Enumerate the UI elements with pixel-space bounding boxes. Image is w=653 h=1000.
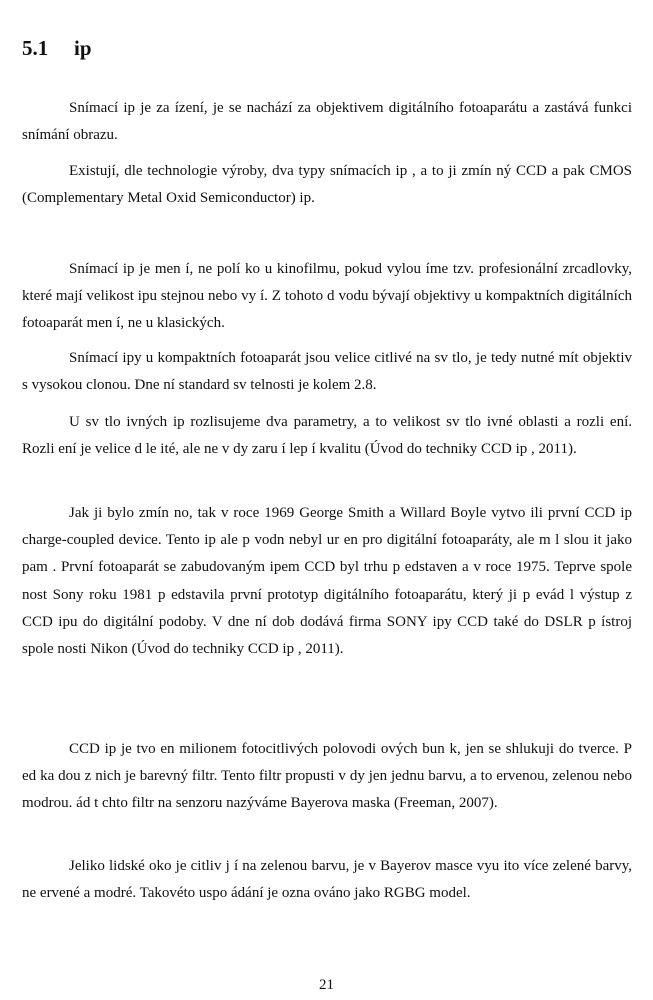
- paragraph-sensor-types: Existují, dle technologie výroby, dva typy snímacích ip , a to ji zmín ný CCD a pak CMOS (Complementary Metal Oxid Semiconductor) ip.: [22, 163, 632, 207]
- paragraph-ccd-structure: CCD ip je tvo en milionem fotocitlivých polovodi ových bun k, jen se shlukuji do tverce. P ed ka dou z nich je barevný filtr. Tento filtr propusti v dy jen jednu barvu, a to ervenou, zelenou nebo modrou. ád t chto filtr na senzoru nazýváme Bayerova maska (Freeman, 2007).: [22, 741, 632, 812]
- section-title: ip: [74, 36, 92, 60]
- section-heading: [22, 36, 92, 61]
- section-number: 5.1: [22, 36, 49, 60]
- page-number: 21: [319, 977, 334, 993]
- paragraph-parameters: U sv tlo ivných ip rozlisujeme dva parametry, a to velikost sv tlo ivné oblasti a rozli ení. Rozli ení je velice d le ité, ale ne v dy zaru í lep í kvalitu (Úvod do techniky CCD ip , 2011).: [22, 414, 632, 458]
- paragraph-bayer-model: Jeliko lidské oko je citliv j í na zelenou barvu, je v Bayerov masce vyu ito více zelené barvy, ne ervené a modré. Takovéto uspo ádání je ozna ováno jako RGBG model.: [22, 858, 632, 902]
- paragraph-sensitivity: Snímací ipy u kompaktních fotoaparát jsou velice citlivé na sv tlo, je tedy nutné mít objektiv s vysokou clonou. Dne ní standard sv telnosti je kolem 2.8.: [22, 350, 632, 394]
- paragraph-history: Jak ji bylo zmín no, tak v roce 1969 George Smith a Willard Boyle vytvo ili první CCD ip charge-coupled device. Tento ip ale p vodn nebyl ur en pro digitální fotoaparáty, ale m l slou it jako pam . První fotoaparát se zabudovaným ipem CCD byl trhu p edstaven a v roce 1975. Teprve spole nost Sony roku 1981 p edstavila první prototyp digitálního fotoaparátu, který ji p evád l výstup z CCD ipu do digitální podoby. V dne ní dob dodává firma SONY ipy CCD také do DSLR p ístroj spole nosti Nikon (Úvod do techniky CCD ip , 2011).: [22, 505, 632, 658]
- paragraph-sensor-definition: Snímací ip je za ízení, je se nachází za objektivem digitálního fotoaparátu a zastává funkci snímání obrazu.: [22, 100, 632, 144]
- paragraph-sensor-size: Snímací ip je men í, ne polí ko u kinofilmu, pokud vylou íme tzv. profesionální zrcadlovky, které mají velikost ipu stejnou nebo vy í. Z tohoto d vodu bývají objektivy u kompaktních digitálních fotoaparát men í, ne u klasických.: [22, 261, 632, 332]
